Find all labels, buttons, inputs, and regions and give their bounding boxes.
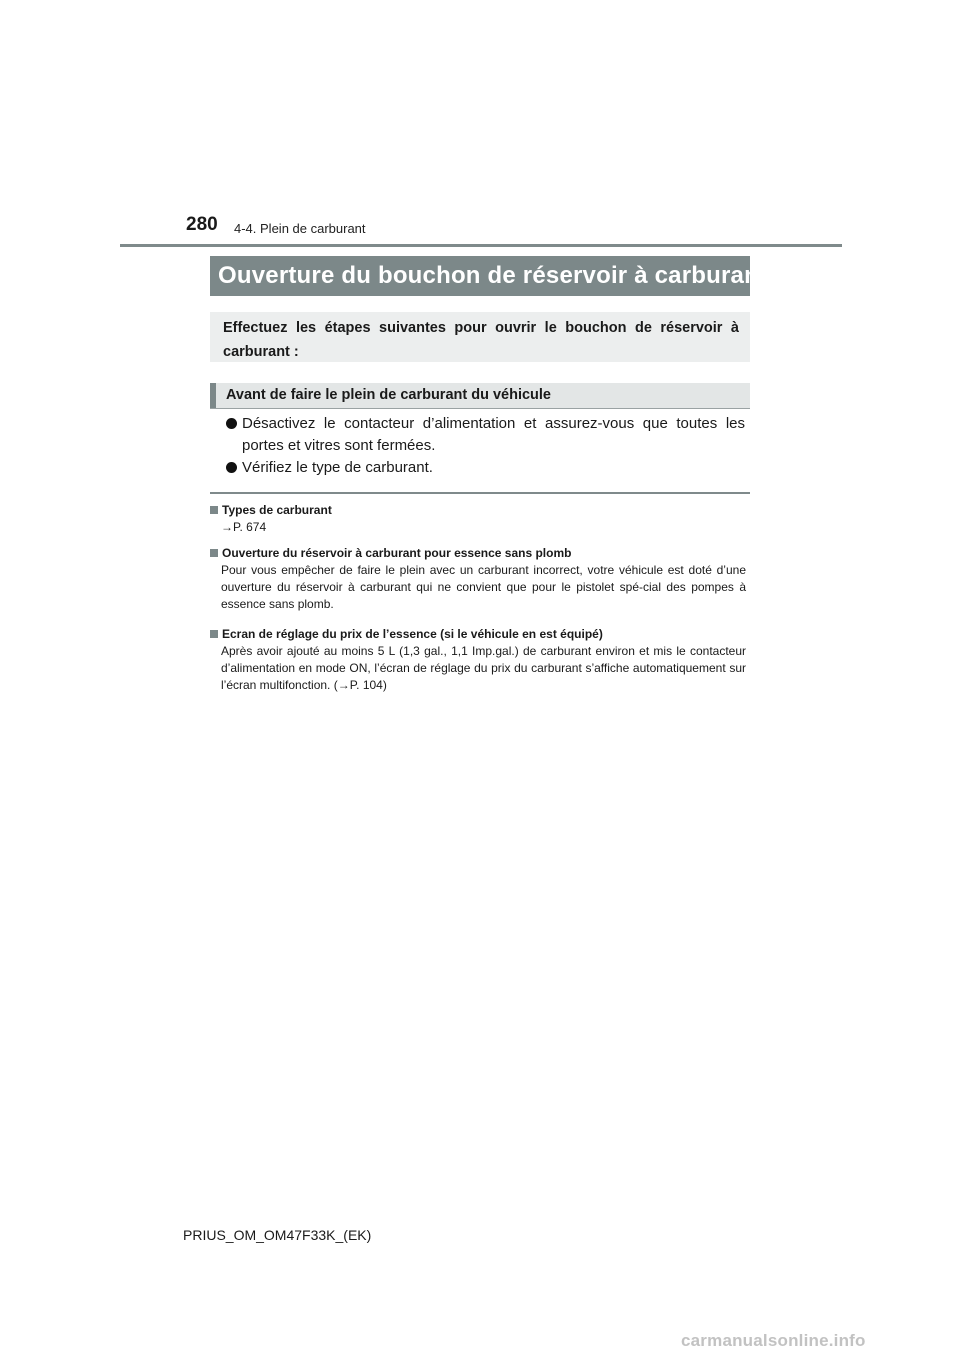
subheading-accent <box>210 383 216 408</box>
bullet-dot-icon <box>226 462 237 473</box>
bullet-text: Vérifiez le type de carburant. <box>242 459 433 476</box>
section-reference: 4-4. Plein de carburant <box>234 221 366 236</box>
footer-document-code: PRIUS_OM_OM47F33K_(EK) <box>183 1227 372 1243</box>
title-bar <box>210 256 768 296</box>
note-heading: Ouverture du réservoir à carburant pour essence sans plomb <box>222 546 572 560</box>
intro-text: Effectuez les étapes suivantes pour ouvrir le bouchon de réservoir à carburant : <box>223 320 739 360</box>
note-heading: Types de carburant <box>222 503 332 517</box>
bullet-text: Désactivez le contacteur d’alimentation et assurez-vous que toutes les portes et vitres sont fermées. <box>242 415 745 454</box>
note-body: Après avoir ajouté au moins 5 L (1,3 gal., 1,1 Imp.gal.) de carburant environ et mis le contacteur d’alimentation en mode ON, l’écran de réglage du prix du carburant s’affiche automatiquement sur l’écran multifonction. (→P. 104) <box>221 644 746 692</box>
page-number: 280 <box>186 214 218 235</box>
square-bullet-icon <box>210 630 218 638</box>
intro-box <box>210 312 750 362</box>
note-heading: Ecran de réglage du prix de l’essence (si le véhicule en est équipé) <box>222 627 603 641</box>
note-heading-row <box>210 502 746 519</box>
header-divider <box>120 244 842 247</box>
note-item <box>210 626 746 694</box>
note-body: →P. 674 <box>221 520 267 534</box>
note-item <box>210 545 746 613</box>
note-body: Pour vous empêcher de faire le plein avec un carburant incorrect, votre véhicule est doté d’une ouverture du réservoir à carburant qui ne convient que pour le pistolet spé-cial des pompes à essence sans plomb. <box>221 563 746 611</box>
note-heading-row <box>210 545 746 562</box>
watermark-text: carmanualsonline.info <box>681 1331 866 1350</box>
bullet-item <box>226 457 746 481</box>
bullet-dot-icon <box>226 418 237 429</box>
subheading: Avant de faire le plein de carburant du véhicule <box>226 387 551 403</box>
bullet-item <box>226 413 746 459</box>
note-item <box>210 502 746 536</box>
square-bullet-icon <box>210 506 218 514</box>
square-bullet-icon <box>210 549 218 557</box>
note-heading-row <box>210 626 746 643</box>
subheading-bar <box>210 383 750 409</box>
section-divider <box>210 492 750 494</box>
page-title: Ouverture du bouchon de réservoir à carburant <box>218 262 768 289</box>
